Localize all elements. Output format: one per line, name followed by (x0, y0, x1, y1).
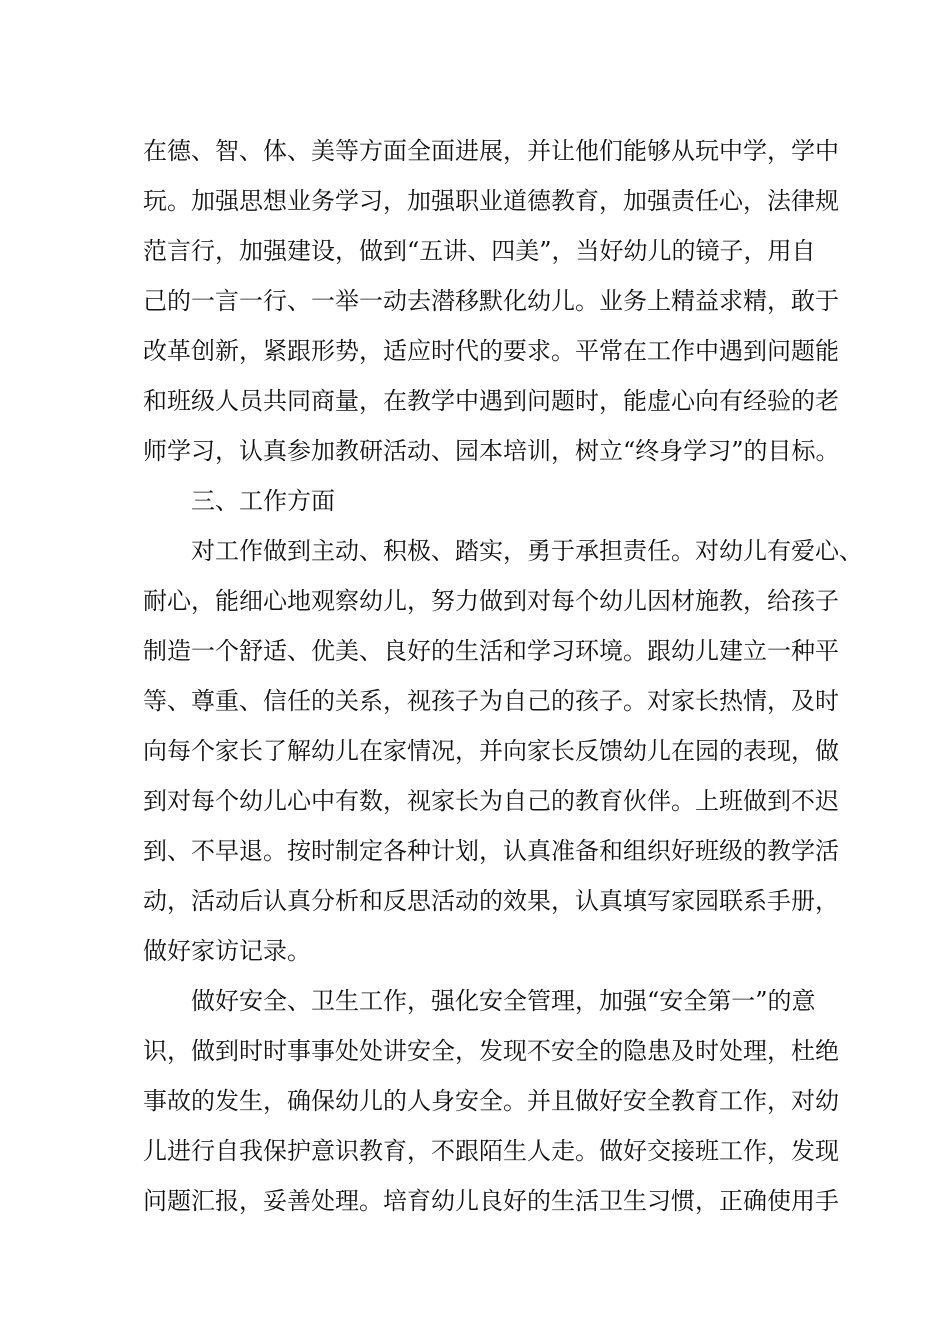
text-line-9: 对工作做到主动、积极、踏实，勇于承担责任。对幼儿有爱心、 (191, 537, 863, 565)
text-line-15: 到、不早退。按时制定各种计划，认真准备和组织好班级的教学活 (143, 837, 839, 865)
text-line-5: 改革创新，紧跟形势，适应时代的要求。平常在工作中遇到问题能 (143, 337, 839, 365)
text-line-12: 等、尊重、信任的关系，视孩子为自己的孩子。对家长热情，及时 (143, 687, 839, 715)
text-line-4: 己的一言一行、一举一动去潜移默化幼儿。业务上精益求精，敢于 (143, 287, 839, 315)
text-line-19: 识，做到时时事事处处讲安全，发现不安全的隐患及时处理，杜绝 (143, 1037, 839, 1065)
text-line-21: 儿进行自我保护意识教育，不跟陌生人走。做好交接班工作，发现 (143, 1137, 839, 1165)
text-line-18: 做好安全、卫生工作，强化安全管理，加强“安全第一”的意 (191, 987, 816, 1015)
text-line-10: 耐心，能细心地观察幼儿，努力做到对每个幼儿因材施教，给孩子 (143, 587, 839, 615)
text-line-2: 玩。加强思想业务学习，加强职业道德教育，加强责任心，法律规 (143, 187, 839, 215)
text-line-13: 向每个家长了解幼儿在家情况，并向家长反馈幼儿在园的表现，做 (143, 737, 839, 765)
text-line-1: 在德、智、体、美等方面全面进展，并让他们能够从玩中学，学中 (143, 137, 839, 165)
text-line-6: 和班级人员共同商量，在教学中遇到问题时，能虚心向有经验的老 (143, 387, 839, 415)
text-line-11: 制造一个舒适、优美、良好的生活和学习环境。跟幼儿建立一种平 (143, 637, 839, 665)
text-line-22: 问题汇报，妥善处理。培育幼儿良好的生活卫生习惯，正确使用手 (143, 1187, 839, 1215)
text-line-20: 事故的发生，确保幼儿的人身安全。并且做好安全教育工作，对幼 (143, 1087, 839, 1115)
text-line-16: 动，活动后认真分析和反思活动的效果，认真填写家园联系手册， (143, 887, 839, 915)
section-heading: 三、工作方面 (191, 487, 335, 515)
text-line-17: 做好家访记录。 (143, 937, 311, 965)
text-line-14: 到对每个幼儿心中有数，视家长为自己的教育伙伴。上班做到不迟 (143, 787, 839, 815)
text-line-3: 范言行，加强建设，做到“五讲、四美”，当好幼儿的镜子，用自 (143, 237, 816, 265)
text-line-7: 师学习，认真参加教研活动、园本培训，树立“终身学习”的目标。 (143, 437, 840, 465)
